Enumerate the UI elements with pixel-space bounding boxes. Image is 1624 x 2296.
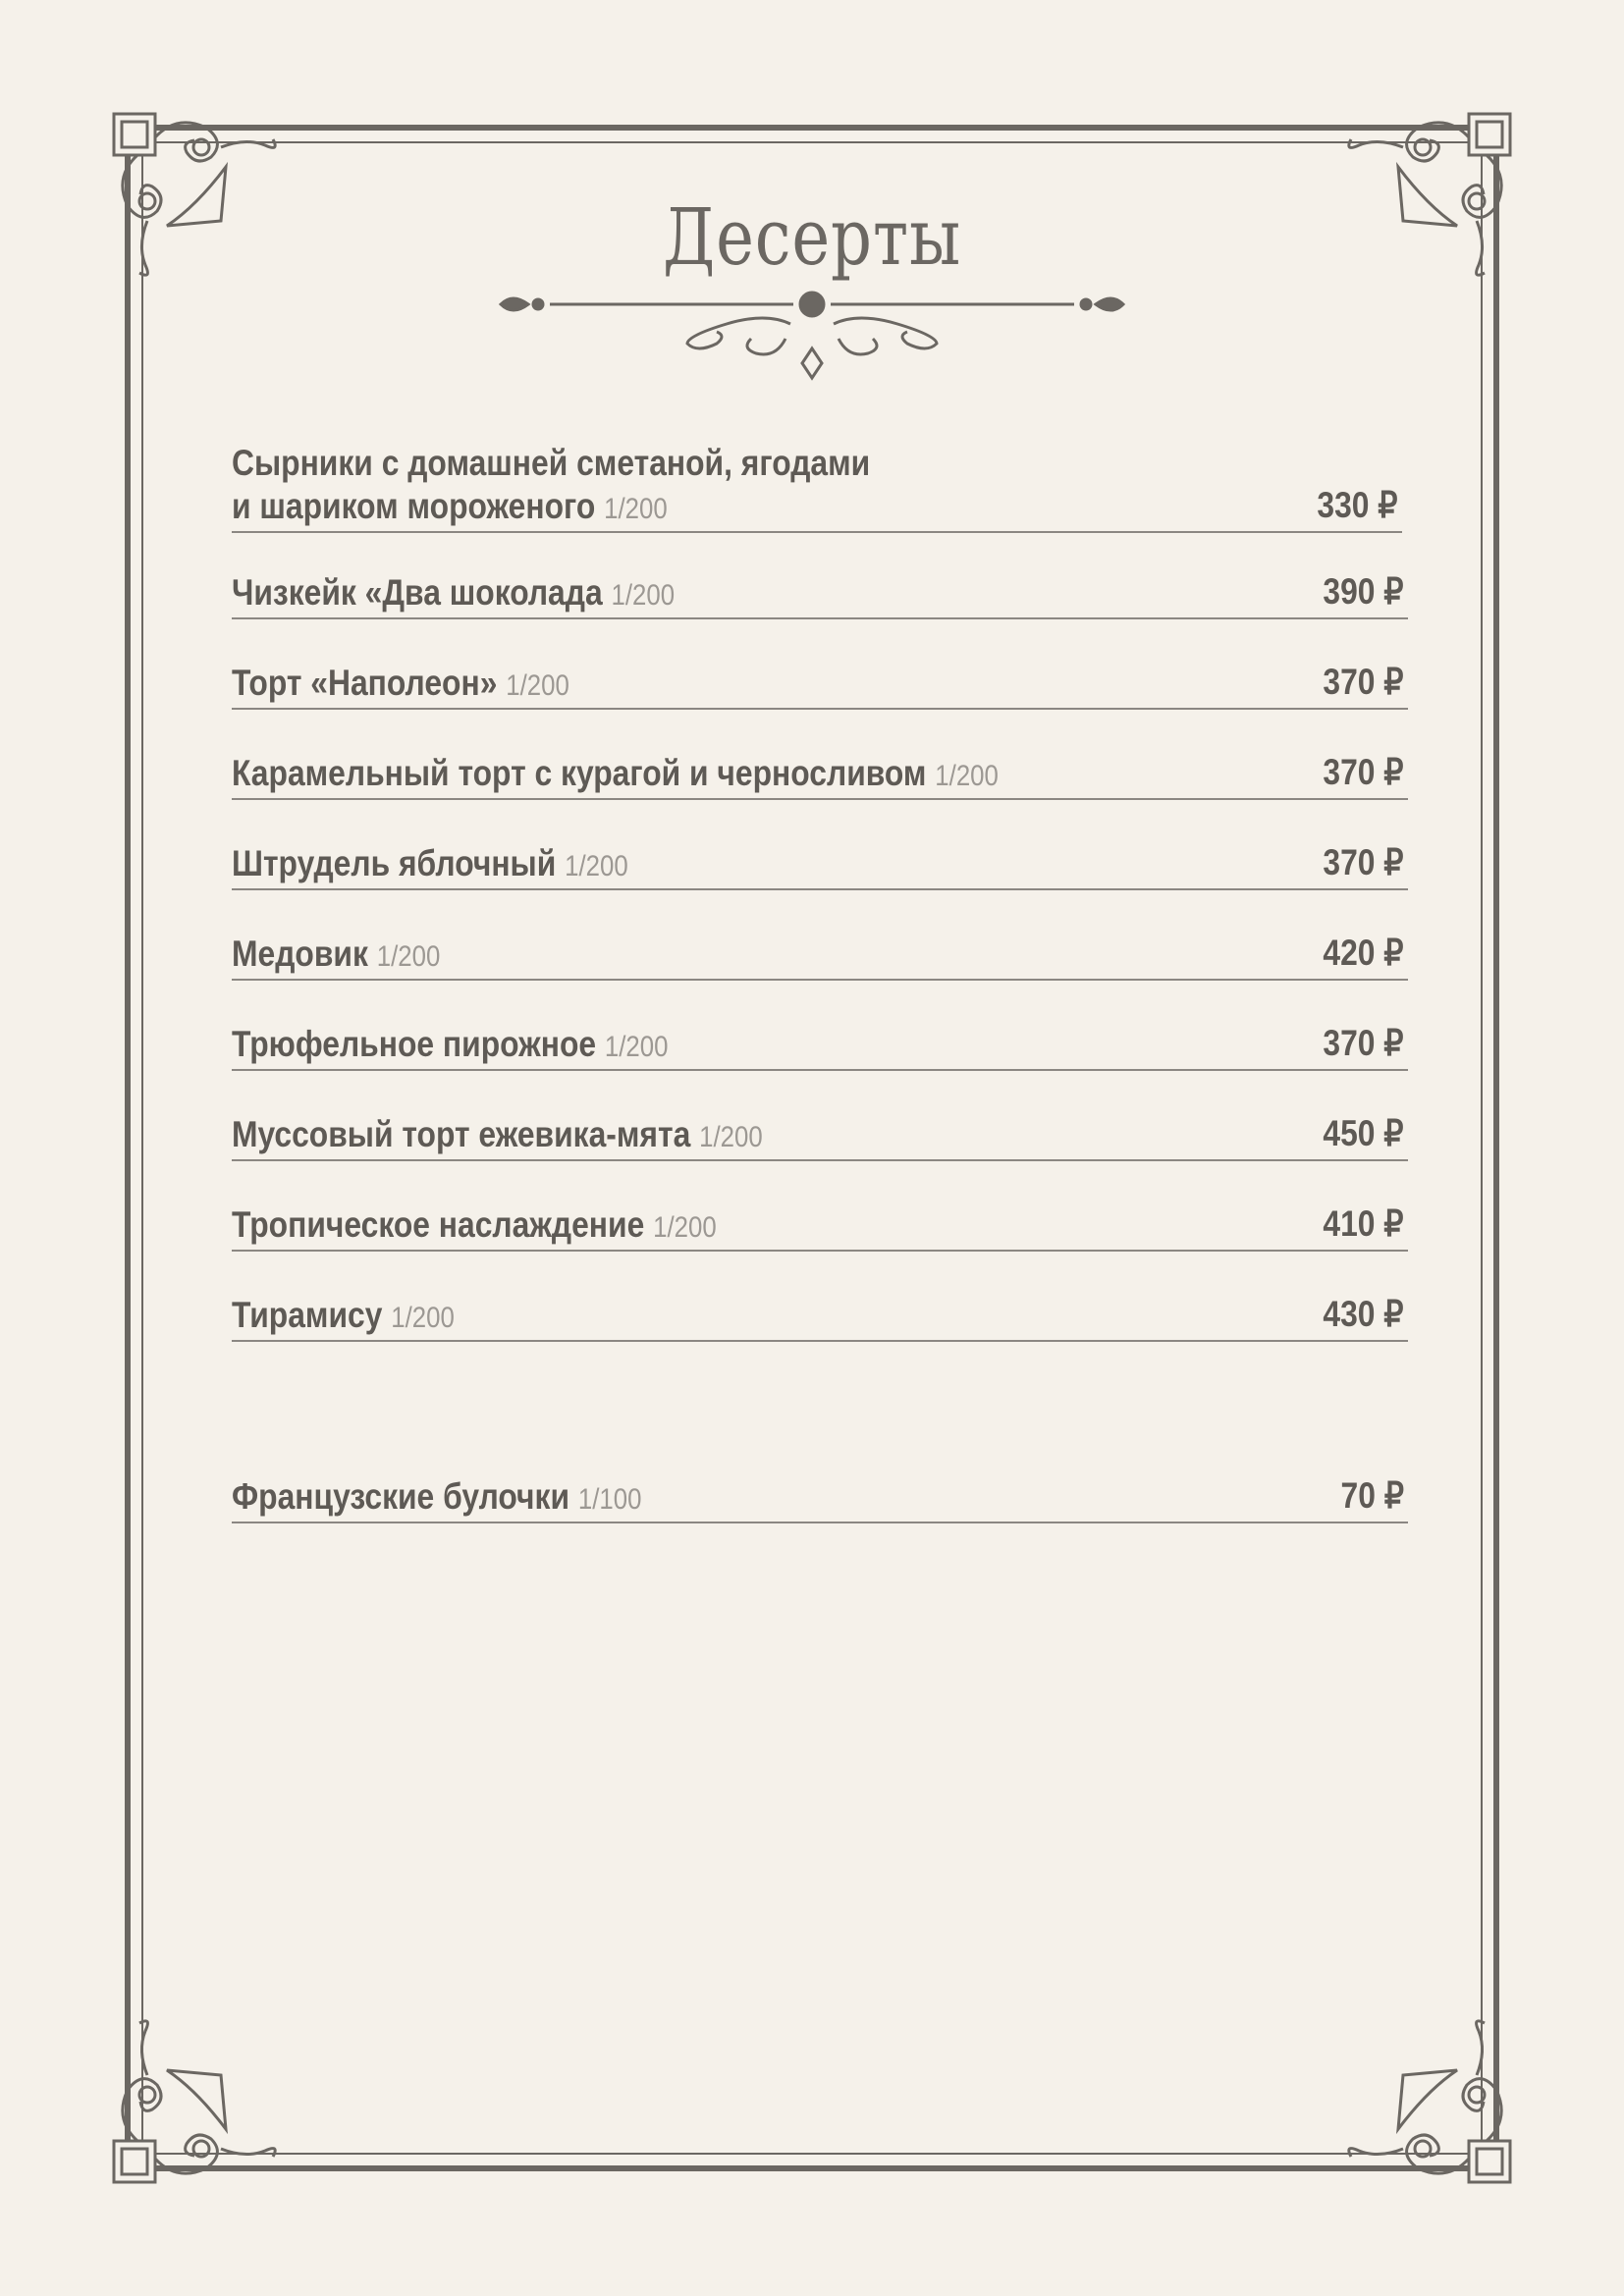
menu-item-name-line (232, 485, 1076, 531)
menu-item-weight: 1/200 (604, 493, 668, 525)
menu-item (232, 842, 1408, 890)
menu-item-name (232, 1294, 1076, 1340)
menu-item-name-text: Тропическое наслаждение (232, 1204, 645, 1245)
menu-item (232, 1023, 1408, 1071)
menu-item-price: 370 ₽ (1323, 752, 1404, 792)
menu-item-name-text: Торт «Наполеон» (232, 663, 498, 703)
menu-item-price: 390 ₽ (1323, 571, 1404, 612)
menu-item-price: 370 ₽ (1323, 842, 1404, 882)
menu-item-name (232, 933, 1076, 979)
menu-item-name (232, 571, 1076, 617)
menu-item-price: 330 ₽ (1317, 485, 1398, 525)
menu-item-name-text: Французские булочки (232, 1476, 570, 1517)
menu-item-price: 370 ₽ (1323, 1023, 1404, 1063)
menu-item (232, 933, 1408, 981)
menu-item-name-text: Тирамису (232, 1295, 383, 1335)
menu-item-weight: 1/200 (391, 1302, 455, 1334)
menu-item-name-text: Муссовый торт ежевика-мята (232, 1114, 691, 1154)
menu-item (232, 752, 1408, 800)
menu-item-price: 450 ₽ (1323, 1113, 1404, 1153)
menu-item-name (232, 1475, 1076, 1522)
menu-item-name-text: Медовик (232, 934, 368, 974)
menu-item-name (232, 442, 1076, 531)
menu-item-weight: 1/200 (506, 669, 569, 702)
menu-item-weight: 1/200 (376, 940, 441, 973)
menu-item-price: 370 ₽ (1323, 662, 1404, 702)
menu-item-name-text: Карамельный торт с курагой и черносливом (232, 753, 927, 793)
menu-item-weight: 1/200 (611, 579, 676, 612)
menu-item (232, 1203, 1408, 1252)
menu-item-name (232, 1113, 1076, 1159)
menu-item (232, 442, 1402, 533)
menu-item (232, 571, 1408, 619)
menu-item-name-text: Штрудель яблочный (232, 843, 557, 883)
menu-item-weight: 1/200 (935, 760, 999, 792)
menu-item (232, 1294, 1408, 1342)
menu-item (232, 1113, 1408, 1161)
menu-item-weight: 1/200 (699, 1121, 763, 1153)
menu-item-name-line: Сырники с домашней сметаной, ягодами (232, 443, 871, 483)
menu-item-name (232, 1203, 1076, 1250)
menu-item (232, 662, 1408, 710)
menu-item-name (232, 662, 1076, 708)
menu-item-name-text: Трюфельное пирожное (232, 1024, 597, 1064)
title-divider-icon (501, 293, 1123, 378)
menu-item-weight: 1/200 (604, 1031, 669, 1063)
menu-item (232, 1475, 1408, 1523)
menu-item-weight: 1/100 (577, 1483, 642, 1516)
menu-item-price: 70 ₽ (1340, 1475, 1404, 1516)
menu-item-name-text: и шариком мороженого (232, 486, 596, 526)
menu-item-price: 410 ₽ (1323, 1203, 1404, 1244)
menu-item-price: 420 ₽ (1323, 933, 1404, 973)
menu-item-weight: 1/200 (653, 1211, 717, 1244)
menu-item-name (232, 842, 1076, 888)
menu-item-name (232, 752, 1076, 798)
page-title: Десерты (663, 191, 961, 283)
menu-item-name (232, 1023, 1076, 1069)
menu-item-price: 430 ₽ (1323, 1294, 1404, 1334)
menu-item-weight: 1/200 (565, 850, 628, 882)
menu-item-name-text: Чизкейк «Два шоколада (232, 572, 603, 613)
